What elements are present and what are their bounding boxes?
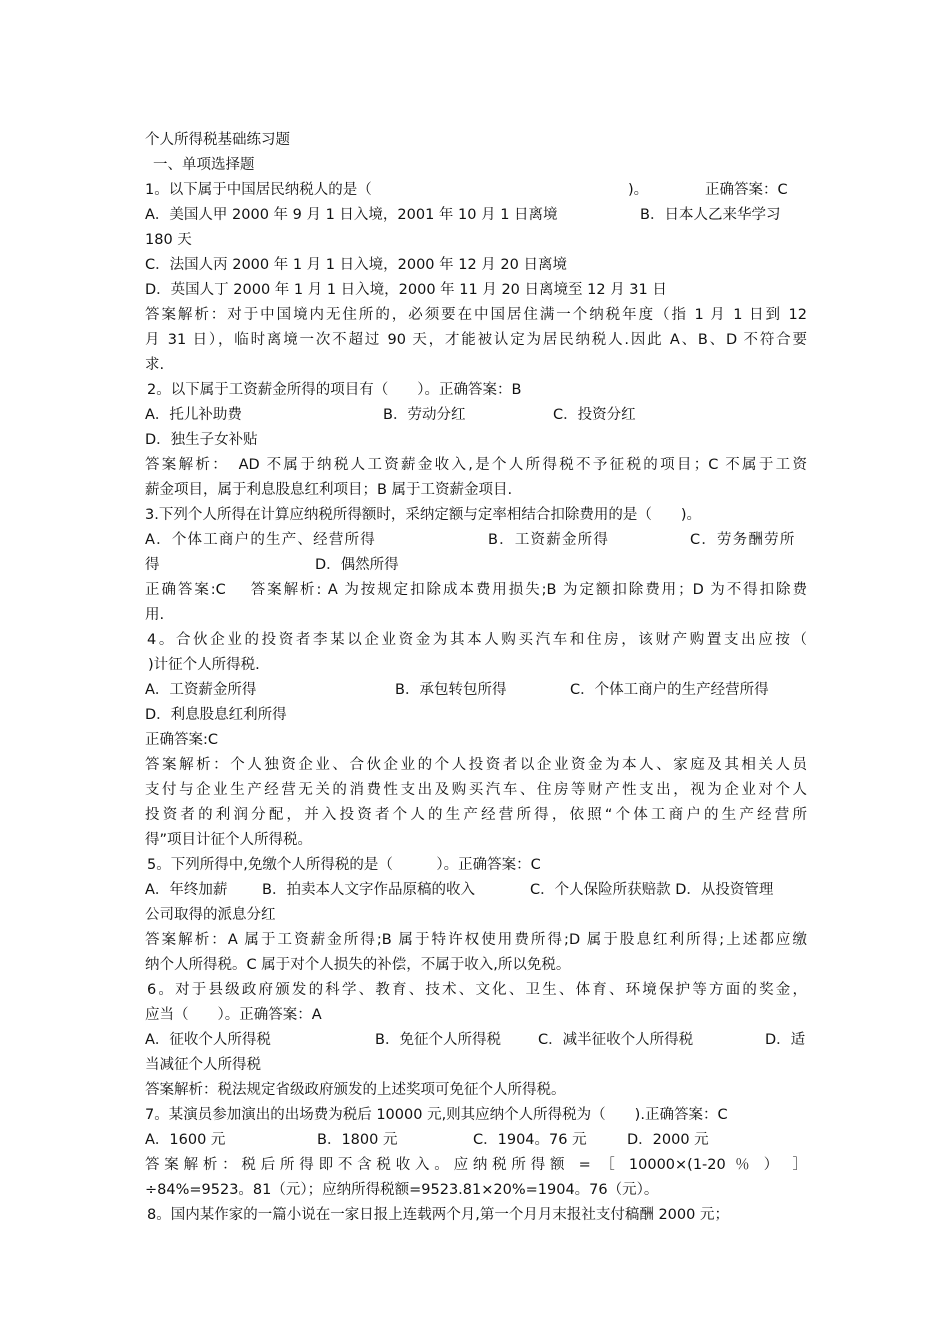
question-4: 4。合伙企业的投资者李某以企业资金为其本人购买汽车和住房，该财产购置支出应按（ (147, 632, 807, 648)
option-a: A．工资薪金所得 (145, 682, 257, 698)
option-a: A．1600 元 (145, 1132, 226, 1148)
option-d: D．英国人丁 2000 年 1 月 1 日入境，2000 年 11 月 20 日离境至 12 月 31 日 (145, 282, 667, 298)
question-8: 8。国内某作家的一篇小说在一家日报上连载两个月,第一个月月末报社支付稿酬 2000 元； (147, 1207, 729, 1223)
question-7: 7。某演员参加演出的出场费为税后 10000 元,则其应纳个人所得税为（ ).正确答案：C (145, 1107, 728, 1123)
option-a: A．托儿补助费 (145, 407, 242, 423)
option-b: B．承包转包所得 (395, 682, 507, 698)
question-4-continued: )计征个人所得税. (148, 657, 260, 673)
explanation-line: ÷84%=9523。81（元）；应纳所得税额=9523.81×20%=1904。76（元）。 (145, 1182, 659, 1198)
option-line (145, 405, 807, 425)
option-d: D．2000 元 (627, 1132, 709, 1148)
text-line: 180 天 (145, 232, 192, 248)
option-line (145, 1030, 807, 1050)
answer-and-explanation: 正确答案:C 答案解析: A 为按规定扣除成本费用损失;B 为定额扣除费用；D 为不得扣除费 (145, 582, 807, 598)
explanation-line: 答案解析：税后所得即不含税收入。应纳税所得额 = ［ 10000×(1-20 ％ ） ］ (145, 1157, 807, 1173)
option-b: B．1800 元 (317, 1132, 398, 1148)
explanation-line: 答案解析：A 属于工资薪金所得;B 属于特许权使用费所得;D 属于股息红利所得;上述都应缴 (145, 932, 807, 948)
explanation-line: 用. (145, 607, 165, 623)
question-6: 6。对于县级政府颁发的科学、教育、技术、文化、卫生、体育、环境保护等方面的奖金， (147, 982, 807, 998)
question-1 (145, 180, 807, 200)
explanation-line: 答案解析：税法规定省级政府颁发的上述奖项可免征个人所得税。 (145, 1082, 566, 1098)
question-6-continued: 应当（ ）。正确答案：A (145, 1007, 322, 1023)
document-title: 个人所得税基础练习题 (145, 132, 290, 148)
option-b: B．拍卖本人文字作品原稿的收入 (262, 882, 475, 898)
explanation-line: 纳个人所得税。C 属于对个人损失的补偿，不属于收入,所以免税。 (145, 957, 571, 973)
explanation-line: 答案解析： AD 不属于纳税人工资薪金收入,是个人所得税不予征税的项目；C 不属于工资 (145, 457, 807, 473)
option-d: D．偶然所得 (315, 557, 399, 573)
option-line (145, 555, 807, 575)
option-d: D．独生子女补贴 (145, 432, 258, 448)
option-b: B．日本人乙来华学习 (640, 207, 781, 223)
option-d-continued: 当减征个人所得税 (145, 1057, 261, 1073)
option-line (145, 1130, 807, 1150)
question-3: 3.下列个人所得在计算应纳税所得额时，采纳定额与定率相结合扣除费用的是（ )。 (145, 507, 701, 523)
option-c-d: C．个人保险所获赔款 D．从投资管理 (530, 882, 774, 898)
option-c-continued: 得 (145, 557, 160, 573)
option-a: A．美国人甲 2000 年 9 月 1 日入境，2001 年 10 月 1 日离境 (145, 207, 558, 223)
question-5: 5。下列所得中,免缴个人所得税的是（ ）。正确答案：C (147, 857, 541, 873)
option-b: B．工资薪金所得 (488, 532, 610, 548)
section-heading: 一、单项选择题 (153, 157, 255, 173)
option-c: C．1904。76 元 (473, 1132, 587, 1148)
option-line (145, 880, 807, 900)
option-line (145, 530, 807, 550)
explanation-line: 支付与企业生产经营无关的消费性支出及购买汽车、住房等财产性支出，视为企业对个人 (145, 782, 807, 798)
option-d: D．适 (765, 1032, 806, 1048)
option-c: C．法国人丙 2000 年 1 月 1 日入境，2000 年 12 月 20 日离境 (145, 257, 567, 273)
question-1-stem: 1。以下属于中国居民纳税人的是（ (145, 182, 372, 198)
option-a: A．征收个人所得税 (145, 1032, 271, 1048)
option-line (145, 205, 807, 225)
option-line (145, 680, 807, 700)
option-a: A．个体工商户的生产、经营所得 (145, 532, 376, 548)
option-a: A．年终加薪 (145, 882, 228, 898)
option-c: C．投资分红 (553, 407, 636, 423)
explanation-line: 得”项目计征个人所得税。 (145, 832, 313, 848)
explanation-line: 答案解析：个人独资企业、合伙企业的个人投资者以企业资金为本人、家庭及其相关人员 (145, 757, 807, 773)
option-d: D．利息股息红利所得 (145, 707, 287, 723)
option-c: C．劳务酬劳所 (690, 532, 796, 548)
explanation-line: 月 31 日），临时离境一次不超过 90 天，才能被认定为居民纳税人.因此 A、B、D 不符合要 (145, 332, 807, 348)
explanation-line: 投资者的利润分配，并入投资者个人的生产经营所得，依照“个体工商户的生产经营所 (145, 807, 807, 823)
option-c: C．个体工商户的生产经营所得 (570, 682, 769, 698)
question-1-stem-end: )。 (628, 182, 649, 198)
option-b: B．免征个人所得税 (375, 1032, 501, 1048)
explanation-line: 求. (145, 357, 165, 373)
correct-answer: 正确答案:C (145, 732, 219, 748)
option-c: C．减半征收个人所得税 (538, 1032, 694, 1048)
question-1-answer: 正确答案：C (705, 182, 788, 198)
option-b: B．劳动分红 (383, 407, 466, 423)
explanation-line: 答案解析：对于中国境内无住所的，必须要在中国居住满一个纳税年度（指 1 月 1 日到 12 (145, 307, 807, 323)
question-2: 2。以下属于工资薪金所得的项目有（ ）。正确答案：B (147, 382, 522, 398)
option-d-continued: 公司取得的派息分红 (145, 907, 276, 923)
explanation-line: 薪金项目，属于利息股息红利项目；B 属于工资薪金项目. (145, 482, 513, 498)
